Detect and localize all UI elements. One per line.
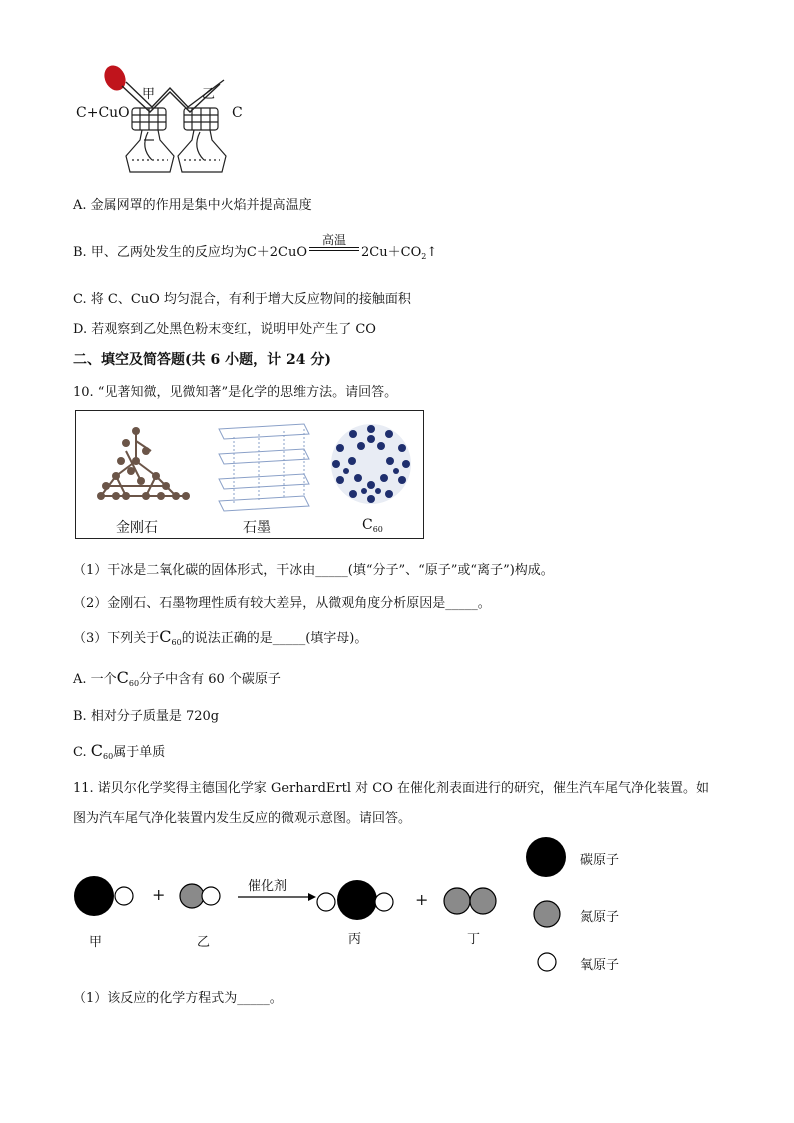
plus-1: + bbox=[152, 885, 166, 904]
equation-rhs: 2Cu＋CO bbox=[361, 245, 422, 260]
diamond-structure bbox=[86, 421, 196, 511]
q11-stem-line2: 图为汽车尾气净化装置内发生反应的微观示意图。请回答。 bbox=[73, 811, 412, 826]
burner-right bbox=[178, 108, 226, 172]
q10-part3-c: C bbox=[159, 627, 172, 646]
legend-oxygen-icon bbox=[538, 953, 556, 971]
q9-option-d: D. 若观察到乙处黑色粉末变红，说明甲处产生了 CO bbox=[73, 322, 376, 337]
q10-part1: （1）干冰是二氧化碳的固体形式，干冰由_____(填“分子”、“原子”或“离子”)构成。 bbox=[73, 563, 554, 578]
c60-label-c: C bbox=[362, 517, 373, 533]
legend-carbon-icon bbox=[526, 837, 566, 877]
tube-yi-label: 乙 bbox=[202, 87, 216, 102]
q10-option-a-c: C bbox=[116, 668, 129, 687]
q10-option-a-sub: 60 bbox=[128, 679, 140, 688]
molecule-bing bbox=[317, 880, 393, 920]
q10-option-c-suffix: 属于单质 bbox=[113, 745, 166, 760]
condition-text: 高温 bbox=[322, 233, 347, 247]
q10-option-a-prefix: A. 一个 bbox=[73, 672, 117, 687]
label-jia: 甲 bbox=[89, 935, 103, 950]
legend-oxygen-label: 氧原子 bbox=[580, 958, 620, 973]
apparatus-right-label: C bbox=[232, 105, 243, 121]
c60-label bbox=[362, 517, 383, 534]
plus-2: + bbox=[415, 890, 429, 909]
q10-part3 bbox=[73, 627, 367, 647]
q9-option-b-prefix: B. 甲、乙两处发生的反应均为 bbox=[73, 245, 247, 260]
q10-option-c-c: C bbox=[90, 741, 104, 760]
allotropes-figure bbox=[75, 410, 424, 539]
molecule-yi bbox=[180, 884, 220, 908]
q10-option-c bbox=[73, 741, 165, 761]
q9-option-a: A. 金属网罩的作用是集中火焰并提高温度 bbox=[73, 198, 312, 213]
gas-arrow: ↑ bbox=[426, 245, 438, 260]
q10-part3-suffix: 的说法正确的是_____(填字母)。 bbox=[181, 631, 368, 646]
q10-option-c-sub: 60 bbox=[103, 752, 114, 761]
q9-option-b bbox=[73, 233, 438, 261]
tube-jia-label: 甲 bbox=[142, 87, 156, 102]
q10-option-a-suffix: 分子中含有 60 个碳原子 bbox=[139, 672, 281, 687]
c60-label-sub: 60 bbox=[372, 525, 383, 534]
apparatus-figure bbox=[70, 60, 270, 180]
legend-carbon-label: 碳原子 bbox=[580, 853, 620, 868]
catalyst-label: 催化剂 bbox=[248, 879, 288, 894]
q10-part3-sub: 60 bbox=[171, 638, 182, 647]
q10-part2: （2）金刚石、石墨物理性质有较大差异，从微观角度分析原因是_____。 bbox=[73, 596, 491, 611]
equation-condition bbox=[307, 233, 361, 260]
molecule-jia bbox=[74, 876, 133, 916]
q11-stem-line1: 11. 诺贝尔化学奖得主德国化学家 GerhardErtl 对 CO 在催化剂表面进行的研究，催生汽车尾气净化装置。如 bbox=[73, 781, 709, 796]
molecule-ding bbox=[444, 888, 496, 914]
q10-stem: 10. “见著知微，见微知著”是化学的思维方法。请回答。 bbox=[73, 385, 398, 400]
apparatus-left-label: C+CuO bbox=[76, 105, 130, 121]
q11-part1: （1）该反应的化学方程式为_____。 bbox=[73, 991, 283, 1006]
label-bing: 丙 bbox=[348, 932, 362, 947]
section-title: 二、填空及简答题(共 6 小题，计 24 分) bbox=[73, 352, 331, 368]
q10-part3-prefix: （3）下列关于 bbox=[73, 631, 160, 646]
legend-nitrogen-icon bbox=[534, 901, 560, 927]
label-ding: 丁 bbox=[467, 932, 481, 947]
c60-structure bbox=[328, 421, 414, 507]
graphite-label: 石墨 bbox=[243, 520, 271, 536]
equation-sub: 2 bbox=[421, 252, 427, 261]
diamond-label: 金刚石 bbox=[116, 520, 158, 536]
legend-nitrogen-label: 氮原子 bbox=[580, 910, 620, 925]
reaction-diagram bbox=[70, 835, 670, 985]
graphite-structure bbox=[214, 419, 314, 514]
q9-option-c: C. 将 C、CuO 均匀混合，有利于增大反应物间的接触面积 bbox=[73, 292, 411, 307]
q10-option-c-prefix: C. bbox=[73, 745, 87, 760]
q10-option-a bbox=[73, 668, 281, 688]
q10-option-b: B. 相对分子质量是 720g bbox=[73, 709, 220, 724]
equation-lhs: C＋2CuO bbox=[246, 245, 308, 260]
label-yi: 乙 bbox=[197, 935, 211, 950]
burner-left bbox=[126, 108, 174, 172]
